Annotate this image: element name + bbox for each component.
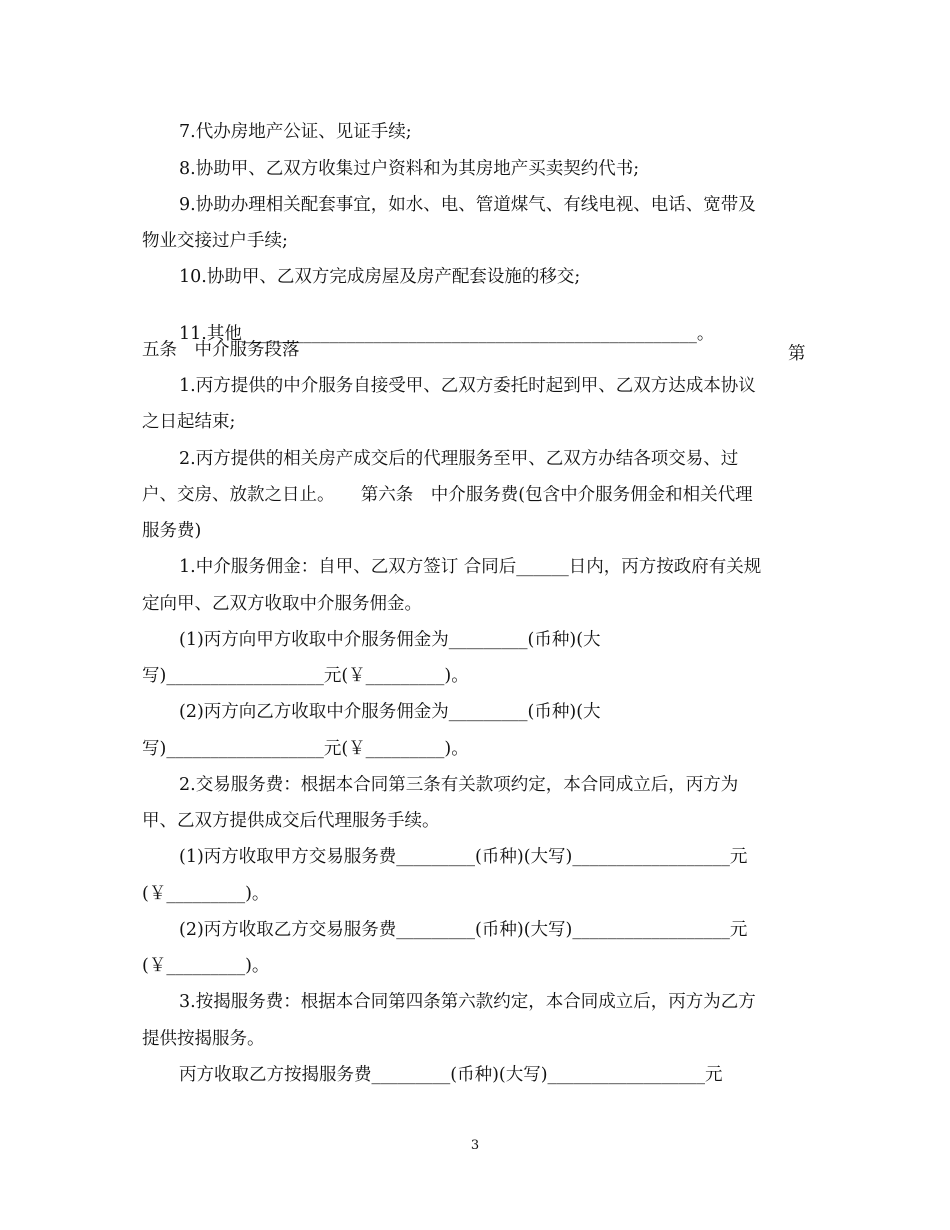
- text-line: 1.丙方提供的中介服务自接受甲、乙双方委托时起到甲、乙双方达成本协议: [179, 376, 756, 396]
- text-line: 定向甲、乙双方收取中介服务佣金。: [142, 594, 422, 614]
- text-line: 提供按揭服务。: [142, 1029, 265, 1049]
- text-line: 户、交房、放款之日止。 第六条 中介服务费(包含中介服务佣金和相关代理: [142, 485, 753, 505]
- text-line: 五条 中介服务段落: [142, 340, 300, 360]
- text-line: 3.按揭服务费：根据本合同第四条第六款约定，本合同成立后，丙方为乙方: [179, 992, 756, 1012]
- text-line: 10.协助甲、乙双方完成房屋及房产配套设施的移交;: [179, 267, 581, 287]
- text-line: (1)丙方收取甲方交易服务费_________(币种)(大写)__________________元: [179, 847, 748, 867]
- text-line: 1.中介服务佣金：自甲、乙双方签订 合同后______日内，丙方按政府有关规: [179, 557, 762, 577]
- text-line: (2)丙方收取乙方交易服务费_________(币种)(大写)__________________元: [179, 920, 748, 940]
- text-line: 2.丙方提供的相关房产成交后的代理服务至甲、乙双方办结各项交易、过: [179, 449, 739, 469]
- text-line: 写)__________________元(￥_________)。: [142, 666, 469, 686]
- text-line: 物业交接过户手续;: [142, 231, 288, 251]
- text-line: (2)丙方向乙方收取中介服务佣金为_________(币种)(大: [179, 702, 601, 722]
- text-line: (￥_________)。: [142, 956, 270, 976]
- text-line: 8.协助甲、乙双方收集过户资料和为其房地产买卖契约代书;: [179, 159, 640, 179]
- text-line: (1)丙方向甲方收取中介服务佣金为_________(币种)(大: [179, 630, 601, 650]
- text-line: 写)__________________元(￥_________)。: [142, 739, 469, 759]
- text-line: 服务费): [142, 521, 202, 541]
- text-line: 之日起结束;: [142, 412, 236, 432]
- page-number: 3: [470, 1138, 480, 1153]
- text-line: 9.协助办理相关配套事宜，如水、电、管道煤气、有线电视、电话、宽带及: [179, 195, 756, 215]
- text-fragment: 第: [788, 344, 806, 364]
- text-line: 甲、乙双方提供成交后代理服务手续。: [142, 811, 440, 831]
- text-line: 7.代办房地产公证、见证手续;: [179, 122, 412, 142]
- text-fragment: 11.其他____________________________________________________。: [179, 324, 715, 344]
- text-line: (￥_________)。: [142, 884, 270, 904]
- text-line: 2.交易服务费：根据本合同第三条有关款项约定，本合同成立后，丙方为: [179, 775, 739, 795]
- text-line: 丙方收取乙方按揭服务费_________(币种)(大写)__________________元: [179, 1065, 723, 1085]
